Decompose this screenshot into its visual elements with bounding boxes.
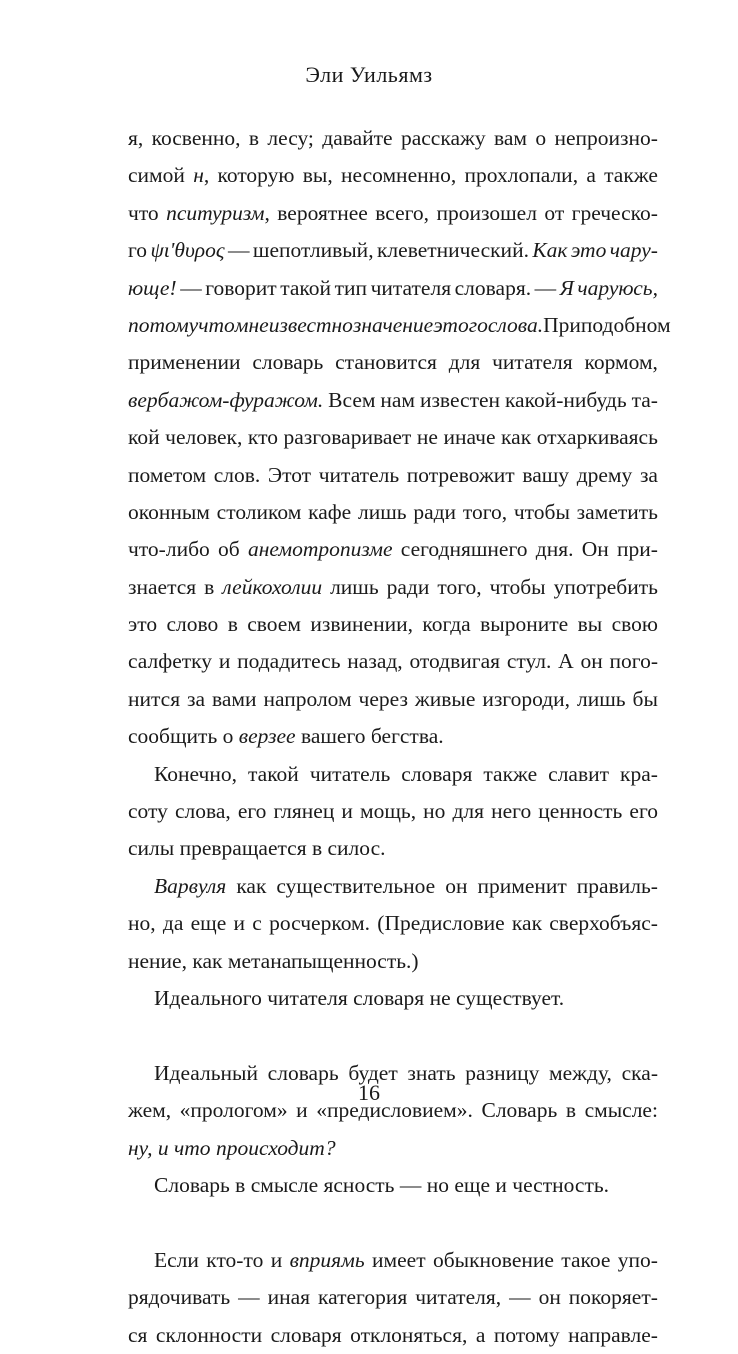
word: вы xyxy=(577,612,603,637)
word: Варвуля xyxy=(154,873,227,898)
word: Он xyxy=(581,537,609,562)
word: в xyxy=(311,836,323,861)
word: вероятнее xyxy=(277,200,368,225)
word: в xyxy=(565,1098,576,1123)
word: ценность xyxy=(538,799,623,824)
text-line xyxy=(128,606,658,643)
word: своем xyxy=(247,612,301,637)
word: славит xyxy=(548,761,610,786)
word: знается xyxy=(128,574,197,599)
word: анемотропизме xyxy=(247,537,393,562)
word: он xyxy=(538,1285,561,1310)
word: слова. xyxy=(487,312,544,337)
word: Как xyxy=(532,238,568,263)
word: , xyxy=(203,163,210,188)
word: да xyxy=(162,911,184,936)
word: мощь, xyxy=(360,799,417,824)
word: говорит xyxy=(205,275,277,300)
word: , xyxy=(264,200,270,225)
text-line xyxy=(128,793,658,830)
text-line xyxy=(128,195,658,232)
word: когда xyxy=(422,612,471,637)
word: вербажом-фуражом. xyxy=(128,387,324,412)
word: покоряет- xyxy=(568,1285,658,1310)
word: за xyxy=(187,686,206,711)
word: шепотливый, xyxy=(252,238,374,263)
word: слово xyxy=(166,612,219,637)
word: при- xyxy=(617,537,658,562)
text-line xyxy=(128,756,658,793)
word-group xyxy=(166,195,270,232)
word: выроните xyxy=(480,612,569,637)
word: как xyxy=(501,425,532,450)
word: и xyxy=(296,1098,308,1123)
word: также xyxy=(483,761,538,786)
text-line xyxy=(128,344,658,381)
word: смысле: xyxy=(584,1098,658,1123)
word: между, xyxy=(549,1060,612,1085)
word: стул. xyxy=(506,649,552,674)
word: что xyxy=(198,312,235,337)
word: в xyxy=(235,1172,246,1197)
word: читателя, xyxy=(415,1285,502,1310)
word: жем, xyxy=(128,1098,172,1123)
word: но xyxy=(426,1172,449,1197)
text-line xyxy=(128,569,658,606)
word: кормом, xyxy=(584,350,658,375)
word: словаря. xyxy=(454,275,532,300)
word: — xyxy=(238,1285,260,1310)
word: расскажу xyxy=(400,126,486,150)
word: и xyxy=(495,1172,507,1197)
word: прохлопали, xyxy=(464,163,579,188)
word: несомненно, xyxy=(340,163,457,188)
text-line xyxy=(128,830,658,867)
word: читателя xyxy=(370,275,452,300)
word: вашего xyxy=(300,724,366,749)
word: становится xyxy=(335,350,437,375)
word: такой xyxy=(280,275,332,300)
word: назад, xyxy=(347,649,403,674)
word: употребить xyxy=(553,574,658,599)
word: Словарь xyxy=(481,1098,558,1123)
word: человек, xyxy=(165,425,243,450)
word: соту xyxy=(128,799,168,824)
blank-line xyxy=(128,1017,658,1054)
word: через xyxy=(358,686,408,711)
word: правиль- xyxy=(576,873,658,898)
word: сегодняшнего xyxy=(400,537,528,562)
blank-line xyxy=(128,1204,658,1241)
word: превращается xyxy=(179,836,307,861)
word: это xyxy=(128,612,158,637)
word: также xyxy=(604,163,658,188)
text-line xyxy=(128,1242,658,1279)
word: силы xyxy=(128,836,175,861)
word: чтобы xyxy=(489,574,546,599)
word: знать xyxy=(407,1060,456,1085)
text-line xyxy=(128,1317,658,1354)
word: дрему xyxy=(576,462,633,487)
word: упо- xyxy=(617,1247,658,1272)
word: кто-то xyxy=(206,1247,264,1272)
word: он xyxy=(580,649,603,674)
word: о xyxy=(222,724,234,749)
word: вам xyxy=(493,126,528,150)
word: отодвигая xyxy=(409,649,501,674)
word: и xyxy=(341,799,353,824)
word: вашу xyxy=(522,462,570,487)
word: заметить xyxy=(576,499,658,524)
text-line xyxy=(128,905,658,942)
word: от xyxy=(544,200,565,225)
word: Конечно, xyxy=(154,761,237,786)
text-line xyxy=(128,531,658,568)
word: известен xyxy=(419,387,501,412)
word: симой xyxy=(128,163,185,188)
word: честность. xyxy=(512,1172,610,1197)
text-line xyxy=(128,382,658,419)
word: мне xyxy=(234,312,269,337)
word: еще xyxy=(190,911,227,936)
word: кафе xyxy=(308,499,352,524)
word: будет xyxy=(348,1060,398,1085)
word-group xyxy=(193,157,209,194)
word: еще xyxy=(454,1172,491,1197)
word: «прологом» xyxy=(179,1098,288,1123)
text-line xyxy=(128,120,658,157)
word: значение xyxy=(352,312,434,337)
word: но xyxy=(423,799,446,824)
word: отхаркиваясь xyxy=(536,425,658,450)
word: подадитесь xyxy=(237,649,341,674)
word: вприямь xyxy=(289,1247,365,1272)
word: о xyxy=(535,126,547,150)
word: слов. xyxy=(213,462,261,487)
word: напролом xyxy=(263,686,352,711)
word: Если xyxy=(154,1247,199,1272)
word: это xyxy=(570,238,607,263)
word: лишь xyxy=(357,499,407,524)
word: верзее xyxy=(238,724,296,749)
word: ся xyxy=(128,1322,148,1347)
text-line xyxy=(128,643,658,680)
word: го xyxy=(128,238,148,263)
word: ну, xyxy=(128,1135,153,1160)
word: этого xyxy=(433,312,488,337)
word: — xyxy=(180,275,202,300)
word: произошел xyxy=(436,200,537,225)
word: чару- xyxy=(609,238,658,263)
word: склонности xyxy=(155,1322,263,1347)
text-line xyxy=(128,232,658,269)
word: а xyxy=(586,163,596,188)
word: для xyxy=(448,350,481,375)
word: ψι'θυρος xyxy=(150,238,225,263)
word: направле- xyxy=(568,1322,658,1347)
word: я, xyxy=(128,126,144,150)
word: чтобы xyxy=(513,499,570,524)
word: в xyxy=(248,126,260,150)
word: «предисловием». xyxy=(316,1098,473,1123)
word: того, xyxy=(462,499,508,524)
word: в xyxy=(204,574,215,599)
word: всего, xyxy=(375,200,430,225)
word: читатель xyxy=(318,462,400,487)
word: что-либо xyxy=(128,537,210,562)
word: (Предисловие xyxy=(377,911,505,936)
word: кой xyxy=(128,425,160,450)
word: Я xyxy=(559,275,574,300)
word: нится xyxy=(128,686,181,711)
word: — xyxy=(534,275,557,300)
word: греческо- xyxy=(571,200,658,225)
word: за xyxy=(639,462,658,487)
word: глянец xyxy=(273,799,335,824)
word: пситуризм xyxy=(166,200,265,225)
text-line xyxy=(128,1167,658,1204)
word: бегства. xyxy=(370,724,444,749)
word: имеет xyxy=(372,1247,426,1272)
word: метанапыщенность.) xyxy=(227,948,419,973)
word: словаря xyxy=(353,985,425,1010)
word: дня. xyxy=(535,537,574,562)
word: — xyxy=(399,1172,422,1197)
word: об xyxy=(218,537,240,562)
text-line xyxy=(128,943,658,980)
word: применении xyxy=(128,350,241,375)
text-line xyxy=(128,868,658,905)
word: лесу; xyxy=(267,126,314,150)
word: Этот xyxy=(267,462,312,487)
text-line xyxy=(128,457,658,494)
word: что xyxy=(174,1135,211,1160)
text-line xyxy=(128,1279,658,1316)
word: пого- xyxy=(609,649,658,674)
word: тип xyxy=(334,275,368,300)
text-line xyxy=(128,681,658,718)
word: разницу xyxy=(465,1060,540,1085)
word: ради xyxy=(413,499,457,524)
word: категория xyxy=(318,1285,408,1310)
word: читателя xyxy=(267,985,348,1010)
word: извинении, xyxy=(310,612,413,637)
word: происходит? xyxy=(215,1135,336,1160)
word: обыкновение xyxy=(432,1247,554,1272)
word: он xyxy=(445,873,468,898)
word: такое xyxy=(561,1247,611,1272)
word: него xyxy=(491,799,532,824)
word: но, xyxy=(128,911,156,936)
word: лейкохолии xyxy=(222,574,323,599)
word: нение, xyxy=(128,948,187,973)
word: как xyxy=(192,948,223,973)
word: как xyxy=(511,911,543,936)
word: и xyxy=(233,911,246,936)
word: в xyxy=(227,612,238,637)
word: кра- xyxy=(620,761,658,786)
word: читатель xyxy=(309,761,391,786)
word: лишь xyxy=(330,574,379,599)
word: как xyxy=(236,873,267,898)
word: ска- xyxy=(621,1060,658,1085)
word: вами xyxy=(212,686,257,711)
word: что xyxy=(128,200,159,225)
word: подобном xyxy=(580,312,671,337)
word: н xyxy=(193,163,204,188)
word: и xyxy=(157,1135,169,1160)
word: сверхобъяс- xyxy=(549,911,658,936)
word: При xyxy=(543,312,581,337)
word: словаря xyxy=(270,1322,342,1347)
word: словарь xyxy=(252,350,324,375)
word: его xyxy=(237,799,267,824)
word: не xyxy=(429,985,451,1010)
word: нам xyxy=(380,387,416,412)
word: существует. xyxy=(456,985,565,1010)
text-line xyxy=(128,718,658,755)
word: чаруюсь, xyxy=(577,275,658,300)
word: того, xyxy=(437,574,482,599)
word: смысле xyxy=(250,1172,319,1197)
word: вы, xyxy=(302,163,333,188)
word: свою xyxy=(611,612,658,637)
word: сообщить xyxy=(128,724,218,749)
word: и xyxy=(218,649,231,674)
word: А xyxy=(558,649,574,674)
word: существительное xyxy=(276,873,436,898)
text-line xyxy=(128,270,658,307)
word: с xyxy=(252,911,262,936)
word: — xyxy=(509,1285,531,1310)
word: известно xyxy=(268,312,353,337)
word: клеветнический. xyxy=(376,238,529,263)
word: которую xyxy=(217,163,295,188)
word: росчерком. xyxy=(269,911,371,936)
text-line xyxy=(128,419,658,456)
body-text xyxy=(128,120,671,1354)
text-line xyxy=(128,980,658,1017)
word: давайте xyxy=(322,126,393,150)
word: потому xyxy=(128,312,199,337)
word: потревожит xyxy=(406,462,515,487)
word: салфетку xyxy=(128,649,213,674)
word: потому xyxy=(493,1322,560,1347)
word: отклоняться, xyxy=(350,1322,468,1347)
word: рядочивать xyxy=(128,1285,231,1310)
word: слова, xyxy=(174,799,231,824)
word: бы xyxy=(632,686,658,711)
word: какой-нибудь xyxy=(504,387,627,412)
word: юще! xyxy=(128,275,177,300)
page-number: 16 xyxy=(358,1080,380,1105)
word: лишь xyxy=(576,686,626,711)
running-head: Эли Уильямз xyxy=(305,62,433,87)
word: Идеальный xyxy=(154,1060,258,1085)
word: ясность xyxy=(323,1172,395,1197)
word: — xyxy=(228,238,250,263)
word: иначе xyxy=(443,425,496,450)
word: применит xyxy=(477,873,567,898)
word: Словарь xyxy=(154,1172,230,1197)
word: его xyxy=(629,799,658,824)
word: и xyxy=(270,1247,283,1272)
text-line xyxy=(128,307,671,344)
word: словаря xyxy=(401,761,473,786)
word: изгороди, xyxy=(482,686,571,711)
word: столиком xyxy=(216,499,302,524)
word: живые xyxy=(414,686,476,711)
word: оконным xyxy=(128,499,210,524)
word: косвенно, xyxy=(151,126,241,150)
text-line xyxy=(128,1130,658,1167)
word: не xyxy=(416,425,438,450)
word: Идеального xyxy=(154,985,262,1010)
word: читателя xyxy=(492,350,573,375)
word: пометом xyxy=(128,462,207,487)
word: Всем xyxy=(328,387,376,412)
text-line xyxy=(128,494,658,531)
word: иная xyxy=(267,1285,311,1310)
word: такой xyxy=(248,761,299,786)
text-line xyxy=(128,157,658,194)
word: для xyxy=(452,799,485,824)
word: кто xyxy=(247,425,278,450)
word: а xyxy=(475,1322,486,1347)
word: словарь xyxy=(267,1060,339,1085)
word: ради xyxy=(386,574,430,599)
word: силос. xyxy=(327,836,386,861)
word: та- xyxy=(631,387,658,412)
word: разговаривает xyxy=(283,425,412,450)
word: непроизно- xyxy=(554,126,658,150)
